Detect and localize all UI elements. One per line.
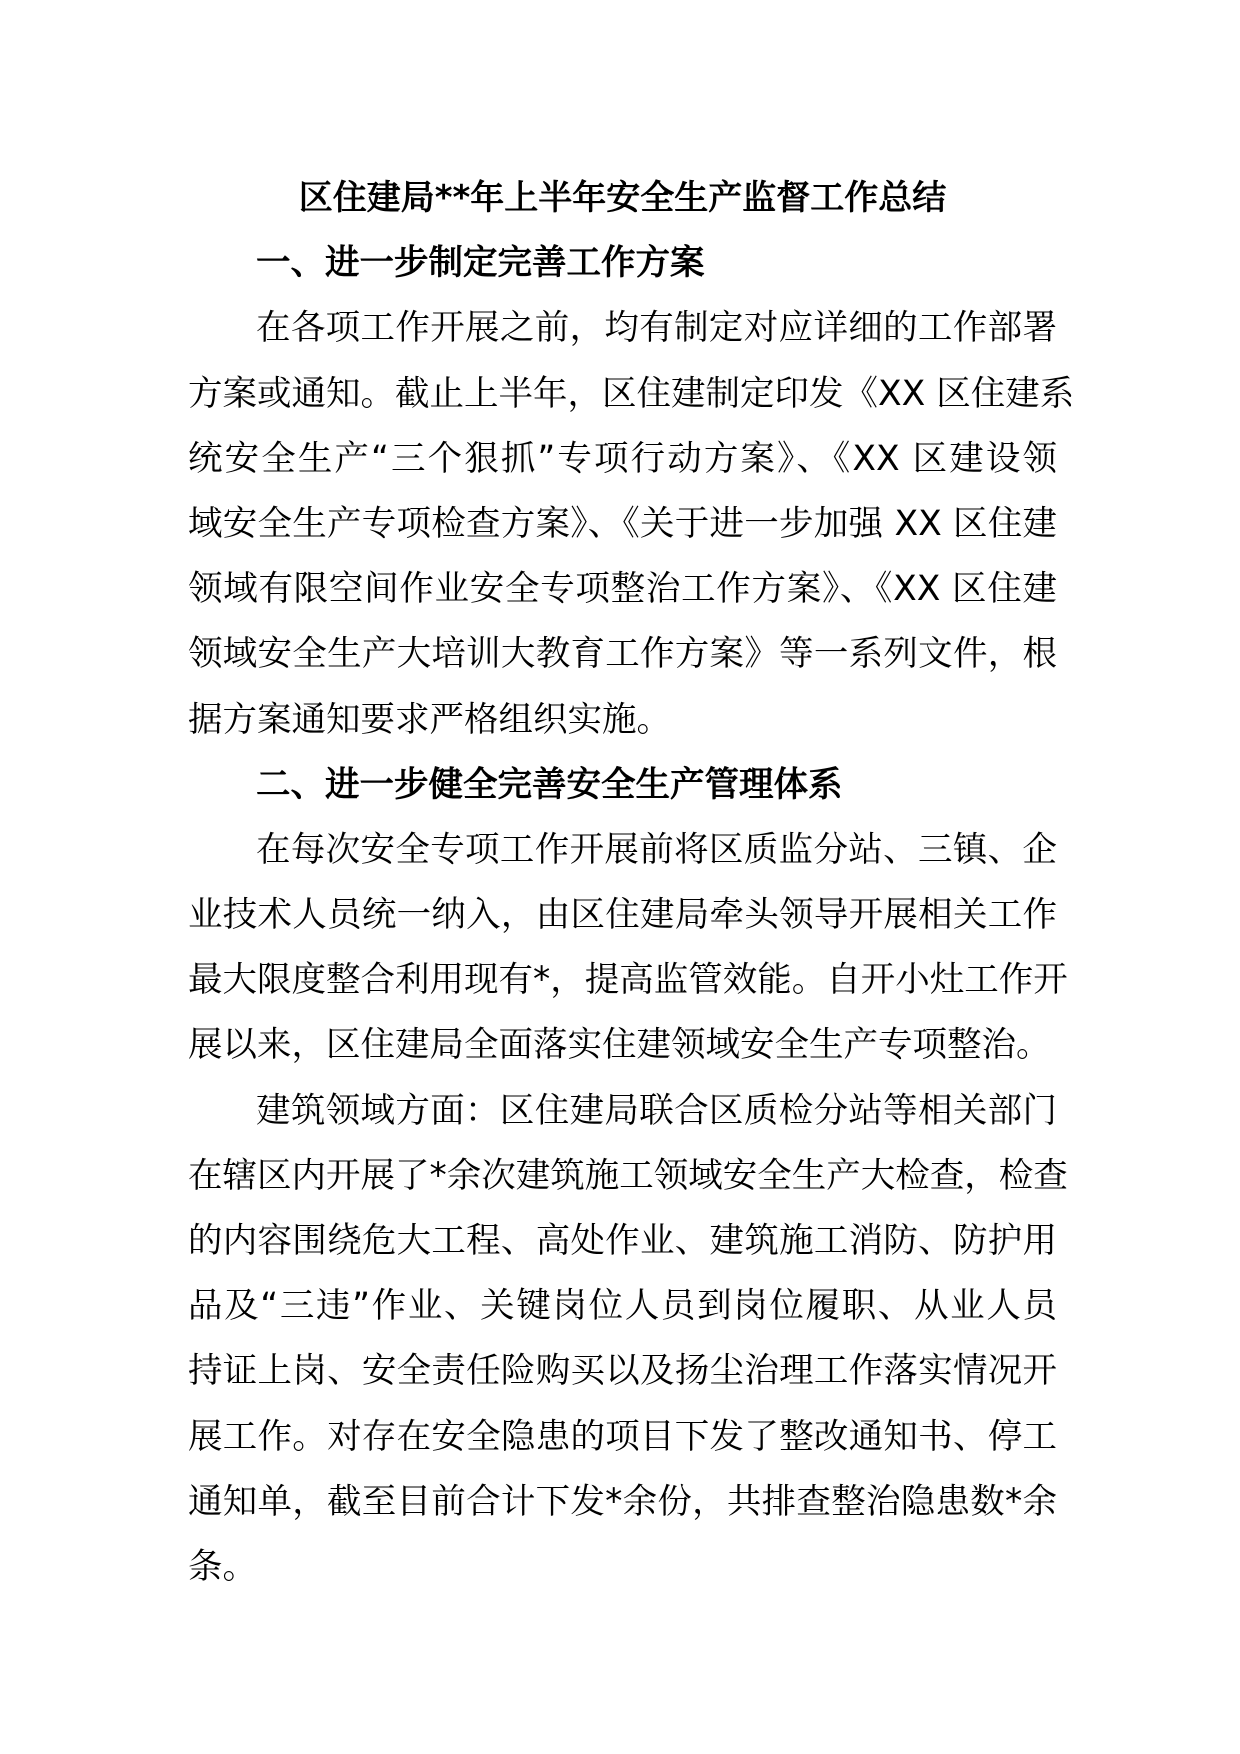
paragraph-line: 展工作。对存在安全隐患的项目下发了整改通知书、停工 <box>188 1416 1057 1457</box>
document-title: 区住建局**年上半年安全生产监督工作总结 <box>298 178 947 218</box>
document-page <box>188 166 1075 1600</box>
document-body <box>188 231 1075 1600</box>
paragraph-line: 条。 <box>188 1546 257 1587</box>
paragraph-line: 通知单，截至目前合计下发*余份，共排查整治隐患数*余 <box>188 1481 1057 1522</box>
paragraph-line: 在各项工作开展之前，均有制定对应详细的工作部署 <box>256 308 1057 349</box>
paragraph-line: 展以来，区住建局全面落实住建领域安全生产专项整治。 <box>188 1025 1051 1066</box>
section-heading: 二、进一步健全完善安全生产管理体系 <box>256 764 843 805</box>
paragraph-line: 域安全生产专项检查方案》、《关于进一步加强 XX 区住建 <box>188 503 1057 544</box>
paragraph-line: 的内容围绕危大工程、高处作业、建筑施工消防、防护用 <box>188 1221 1057 1261</box>
paragraph-line: 在每次安全专项工作开展前将区质监分站、三镇、企 <box>256 829 1057 870</box>
paragraph-line: 业技术人员统一纳入，由区住建局牵头领导开展相关工作 <box>188 895 1057 936</box>
paragraph <box>188 818 1068 1079</box>
paragraph-line: 在辖区内开展了*余次建筑施工领域安全生产大检查，检查 <box>188 1155 1068 1196</box>
paragraph-line: 统安全生产“三个狠抓”专项行动方案》、《XX 区建设领 <box>188 438 1057 479</box>
section-heading: 一、进一步制定完善工作方案 <box>256 243 705 284</box>
paragraph-line: 建筑领域方面：区住建局联合区质检分站等相关部门 <box>256 1090 1057 1131</box>
paragraph-line: 最大限度整合利用现有*，提高监管效能。自开小灶工作开 <box>188 960 1068 1001</box>
paragraph <box>188 1079 1068 1601</box>
paragraph-line: 据方案通知要求严格组织实施。 <box>188 699 671 740</box>
paragraph <box>188 296 1075 752</box>
paragraph-line: 品及“三违”作业、关键岗位人员到岗位履职、从业人员 <box>188 1286 1057 1327</box>
paragraph-line: 领域安全生产大培训大教育工作方案》等一系列文件，根 <box>188 634 1057 675</box>
paragraph-line: 方案或通知。截止上半年，区住建制定印发《XX 区住建系 <box>188 373 1075 414</box>
paragraph-line: 持证上岗、安全责任险购买以及扬尘治理工作落实情况开 <box>188 1351 1057 1392</box>
paragraph-line: 领域有限空间作业安全专项整治工作方案》、《XX 区住建 <box>188 569 1057 610</box>
